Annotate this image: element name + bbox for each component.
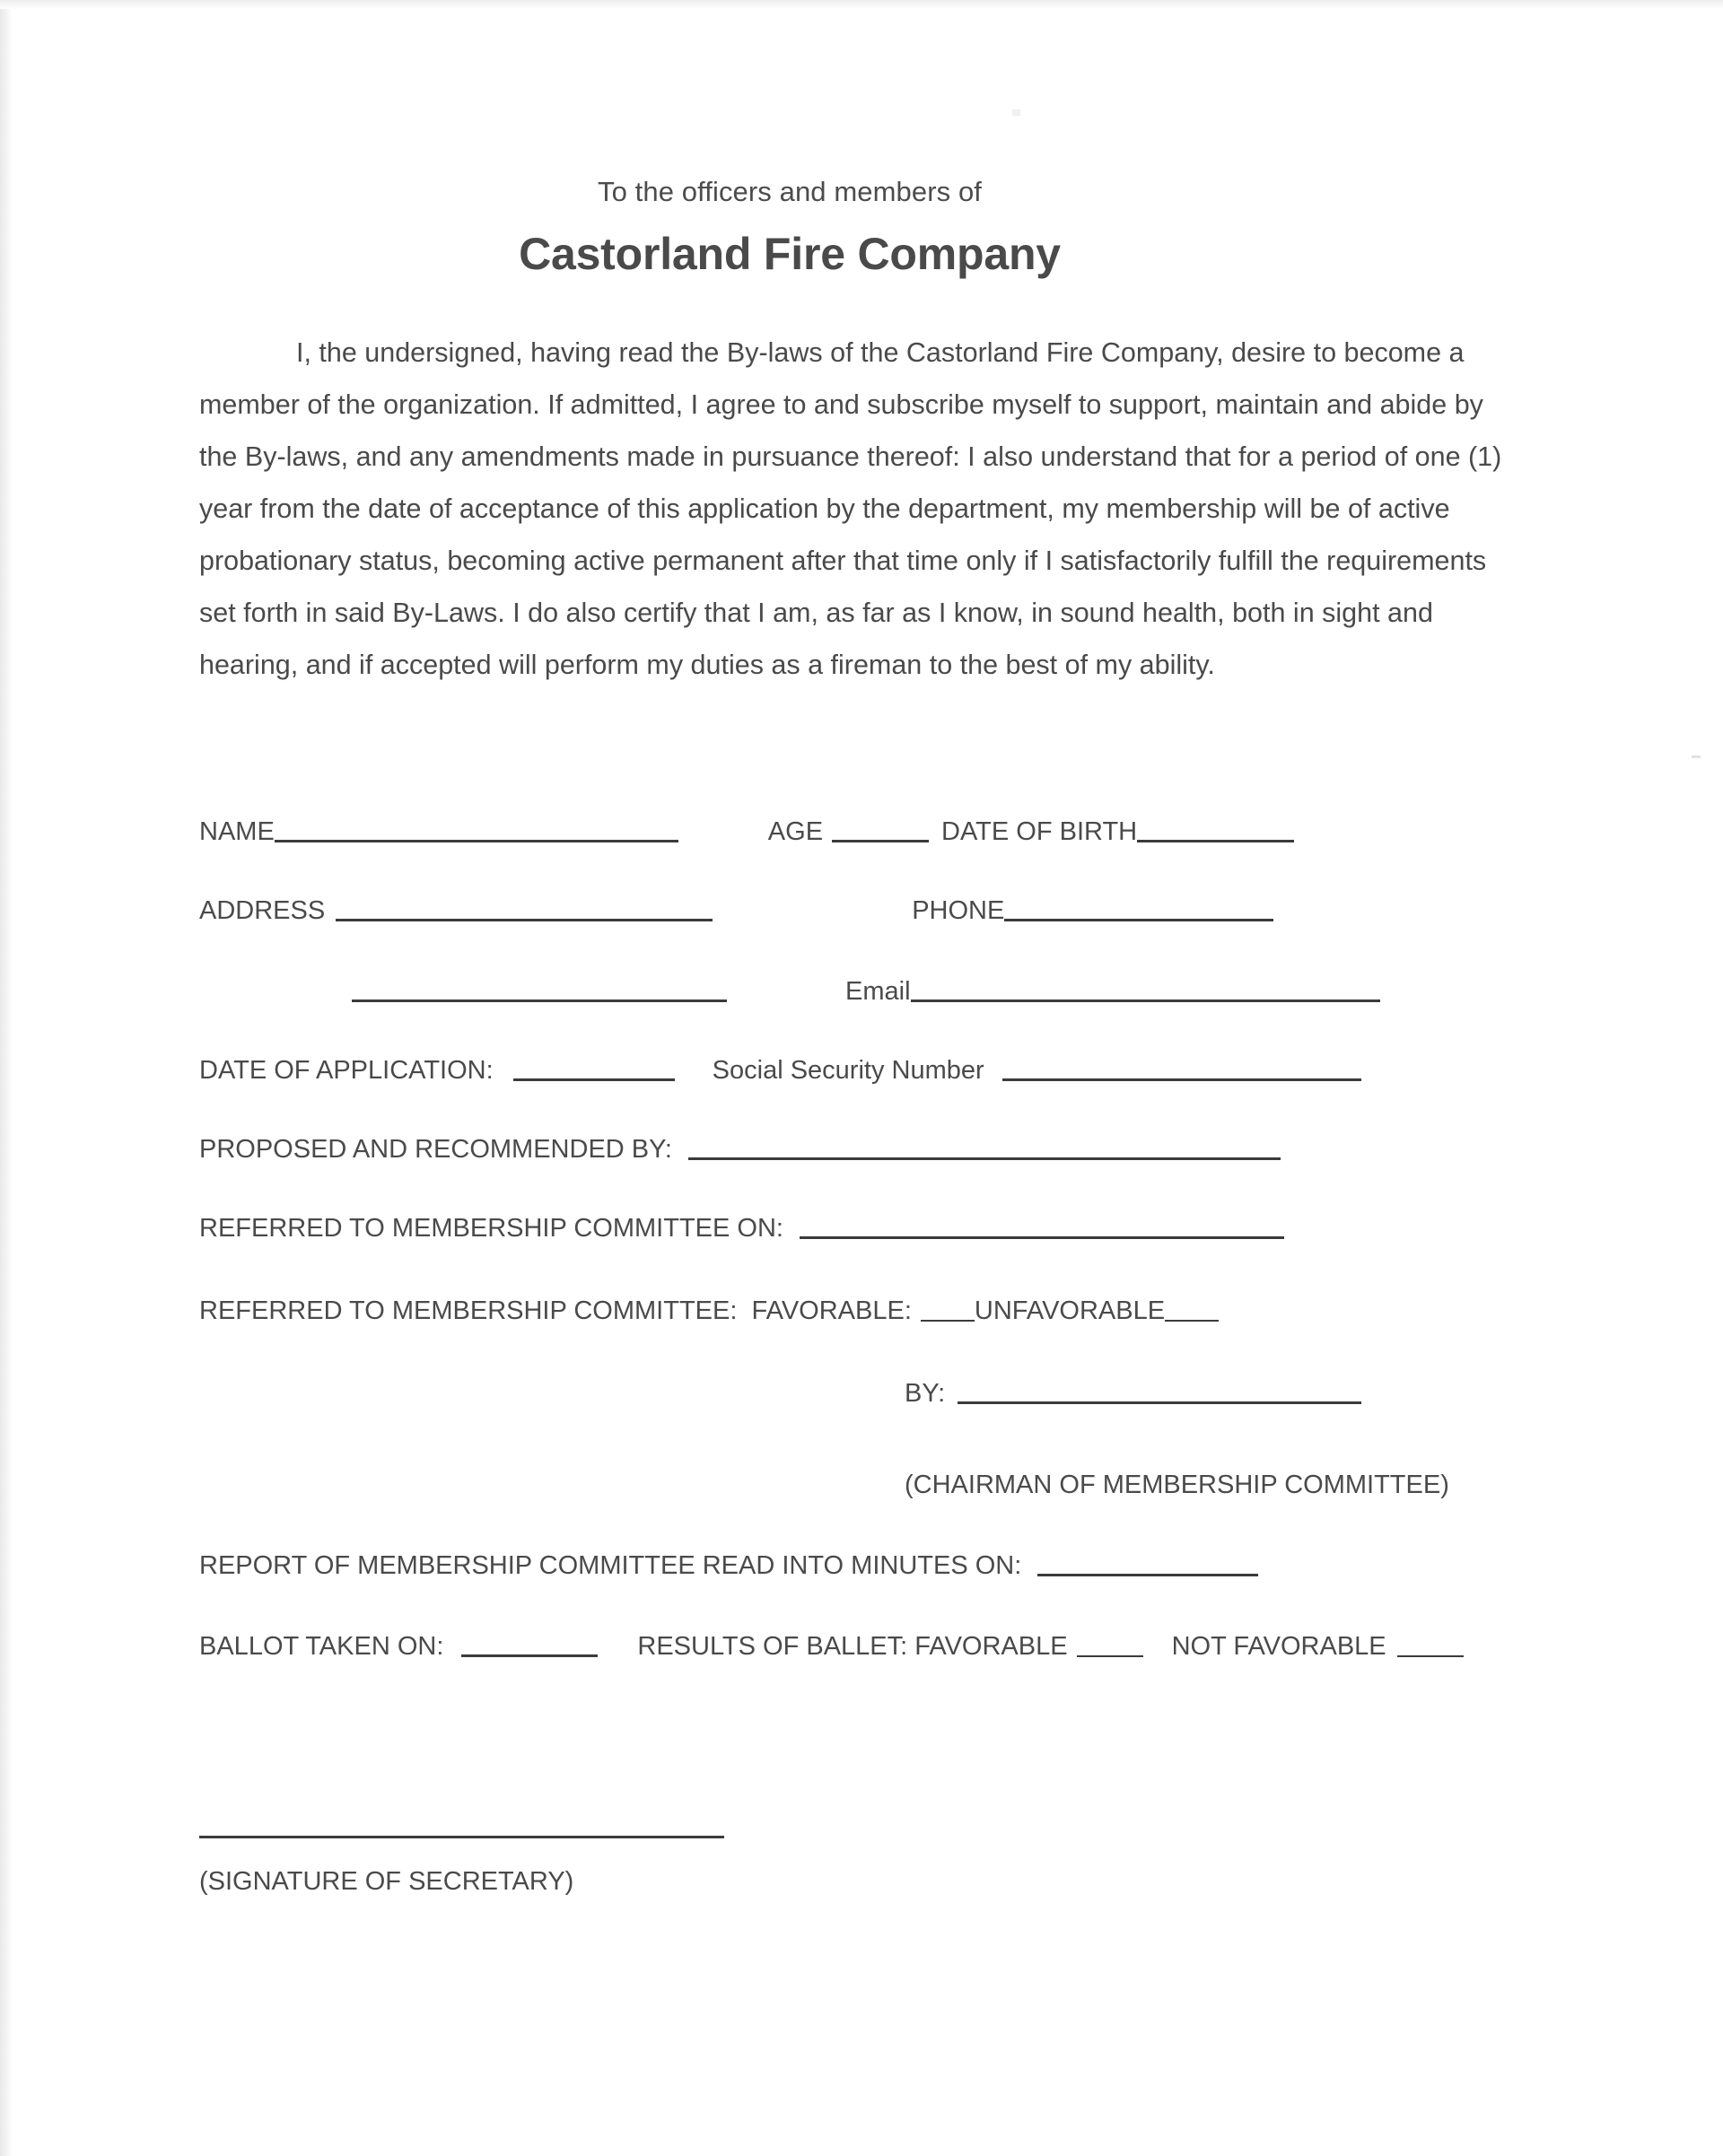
unfavorable-input[interactable] [1165, 1320, 1219, 1322]
declaration-text: I, the undersigned, having read the By-laws of the Castorland Fire Company, desire to become a member of the organization. If admitted, I agree to and subscribe myself to support, maintain and abide by the By-laws, and any amendments made in pursuance thereof: I also understand that for a period of one (1) year from the date of acceptance of this application by the department, my membership will be of active probationary status, becoming active permanent after that time only if I satisfactorily fulfill the requirements set forth in said By-Laws. I do also certify that I am, as far as I know, in sound health, both in sight and hearing, and if accepted will perform my duties as a fireman to the best of my ability. [199, 337, 1502, 680]
ballot-favorable-input[interactable] [1077, 1655, 1143, 1657]
phone-input[interactable] [1004, 919, 1273, 921]
date-of-application-input[interactable] [513, 1078, 675, 1081]
ballot-not-favorable-input[interactable] [1397, 1655, 1464, 1657]
ballot-taken-label: BALLOT TAKEN ON: [199, 1632, 444, 1661]
proposed-by-input[interactable] [688, 1157, 1281, 1160]
social-security-input[interactable] [1002, 1078, 1361, 1081]
favorable-input[interactable] [921, 1320, 975, 1322]
by-label: BY: [905, 1379, 946, 1408]
date-of-application-label: DATE OF APPLICATION: [199, 1056, 494, 1085]
name-input[interactable] [275, 840, 678, 842]
form-row-secretary-caption [199, 1843, 1723, 1897]
name-label: NAME [199, 817, 275, 846]
page-title: Castorland Fire Company [519, 229, 1061, 279]
ballot-not-favorable-label: NOT FAVORABLE [1171, 1632, 1386, 1661]
form-row-application-date [199, 1007, 1723, 1086]
form-row-address [199, 847, 1723, 926]
report-read-input[interactable] [1037, 1574, 1258, 1576]
form-row-email [199, 926, 1723, 1007]
form-row-chairman-caption [199, 1409, 1723, 1500]
committee-by-input[interactable] [958, 1401, 1361, 1404]
ballot-taken-input[interactable] [461, 1654, 598, 1657]
chairman-caption: (CHAIRMAN OF MEMBERSHIP COMMITTEE) [905, 1471, 1449, 1499]
application-form [199, 781, 1723, 1897]
date-of-birth-label: DATE OF BIRTH [941, 817, 1138, 846]
referred-result-label: REFERRED TO MEMBERSHIP COMMITTEE: FAVORABLE: [199, 1296, 912, 1325]
referred-on-input[interactable] [800, 1236, 1284, 1239]
email-input[interactable] [911, 999, 1380, 1002]
phone-label: PHONE [912, 896, 1005, 925]
address-line2-input[interactable] [352, 999, 727, 1002]
address-line1-input[interactable] [336, 919, 713, 921]
form-row-ballot [199, 1581, 1723, 1662]
social-security-label: Social Security Number [712, 1056, 984, 1085]
unfavorable-label: UNFAVORABLE [974, 1296, 1166, 1325]
referred-on-label: REFERRED TO MEMBERSHIP COMMITTEE ON: [199, 1214, 783, 1243]
form-row-committee-by [199, 1326, 1723, 1409]
form-row-proposed-by [199, 1086, 1723, 1165]
age-input[interactable] [832, 840, 929, 842]
form-row-secretary-line [199, 1776, 1723, 1843]
form-row-report-read [199, 1500, 1723, 1581]
form-row-name [199, 781, 1723, 847]
declaration-paragraph [199, 280, 1505, 691]
address-label: ADDRESS [199, 896, 326, 925]
ballot-results-label: RESULTS OF BALLET: FAVORABLE [637, 1632, 1068, 1661]
date-of-birth-input[interactable] [1137, 840, 1294, 842]
form-row-referred-result [199, 1244, 1723, 1326]
email-label: Email [845, 977, 911, 1006]
secretary-signature-input[interactable] [199, 1836, 724, 1838]
secretary-caption: (SIGNATURE OF SECRETARY) [199, 1867, 574, 1896]
form-row-referred-on [199, 1165, 1723, 1244]
proposed-by-label: PROPOSED AND RECOMMENDED BY: [199, 1135, 672, 1164]
header-salutation: To the officers and members of [597, 176, 983, 207]
age-label: AGE [767, 817, 824, 846]
report-read-label: REPORT OF MEMBERSHIP COMMITTEE READ INTO MINUTES ON: [199, 1551, 1022, 1580]
